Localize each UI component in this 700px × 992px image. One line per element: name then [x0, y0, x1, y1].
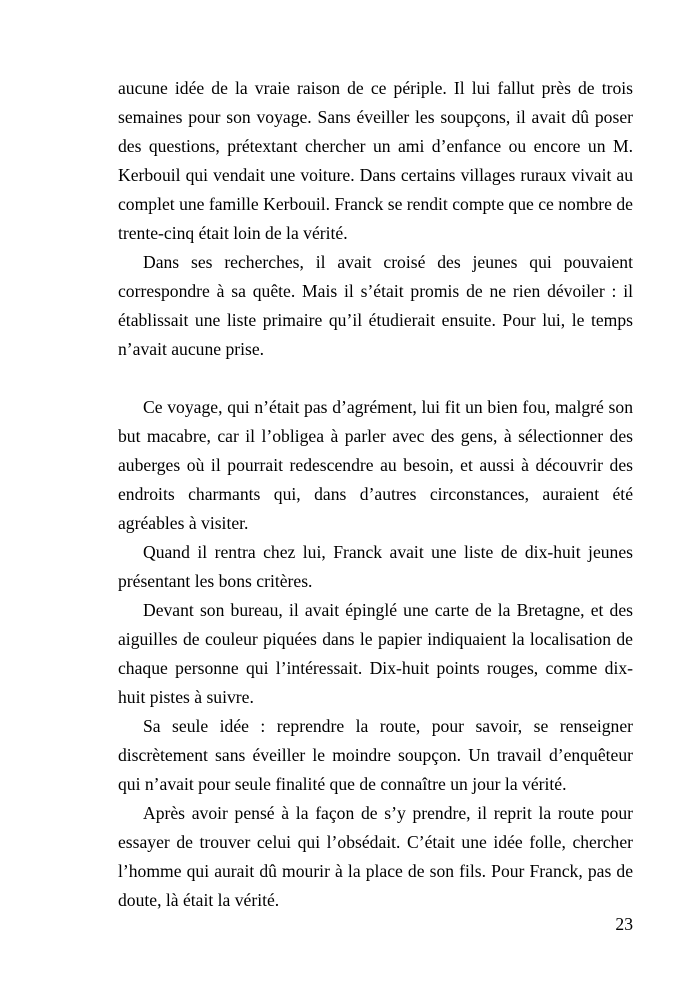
paragraph: Devant son bureau, il avait épinglé une carte de la Bretagne, et des aiguilles de couleur piquées dans le papier indiquaient la localisation de chaque personne qui l’intéressait. Dix-huit points rouges, comme dix-huit pistes à suivre. [118, 600, 633, 707]
paragraph: Après avoir pensé à la façon de s’y prendre, il reprit la route pour essayer de trouver celui qui l’obsédait. C’était une idée folle, chercher l’homme qui aurait dû mourir à la place de son fils. Pour Franck, pas de doute, là était la vérité. [118, 803, 633, 910]
paragraph: Sa seule idée : reprendre la route, pour savoir, se renseigner discrètement sans éveiller le moindre soupçon. Un travail d’enquêteur qui n’avait pour seule finalité que de connaître un jour la vérité. [118, 716, 633, 794]
paragraph: Dans ses recherches, il avait croisé des jeunes qui pouvaient correspondre à sa quête. Mais il s’était promis de ne rien dévoiler : il établissait une liste primaire qu’il étudierait ensuite. Pour lui, le temps n’avait aucune prise. [118, 252, 633, 359]
paragraph: aucune idée de la vraie raison de ce périple. Il lui fallut près de trois semaines pour son voyage. Sans éveiller les soupçons, il avait dû poser des questions, prétextant chercher un ami d’enfance ou encore un M. Kerbouil qui vendait une voiture. Dans certains villages ruraux vivait au complet une famille Kerbouil. Franck se rendit compte que ce nombre de trente-cinq était loin de la vérité. [118, 78, 633, 243]
paragraph: Quand il rentra chez lui, Franck avait une liste de dix-huit jeunes présentant les bons critères. [118, 542, 633, 591]
page-number: 23 [615, 914, 633, 934]
page-body-text [118, 74, 633, 915]
paragraph: Ce voyage, qui n’était pas d’agrément, lui fit un bien fou, malgré son but macabre, car il l’obligea à parler avec des gens, à sélectionner des auberges où il pourrait redescendre au besoin, et aussi à découvrir des endroits charmants qui, dans d’autres circonstances, auraient été agréables à visiter. [118, 397, 633, 533]
